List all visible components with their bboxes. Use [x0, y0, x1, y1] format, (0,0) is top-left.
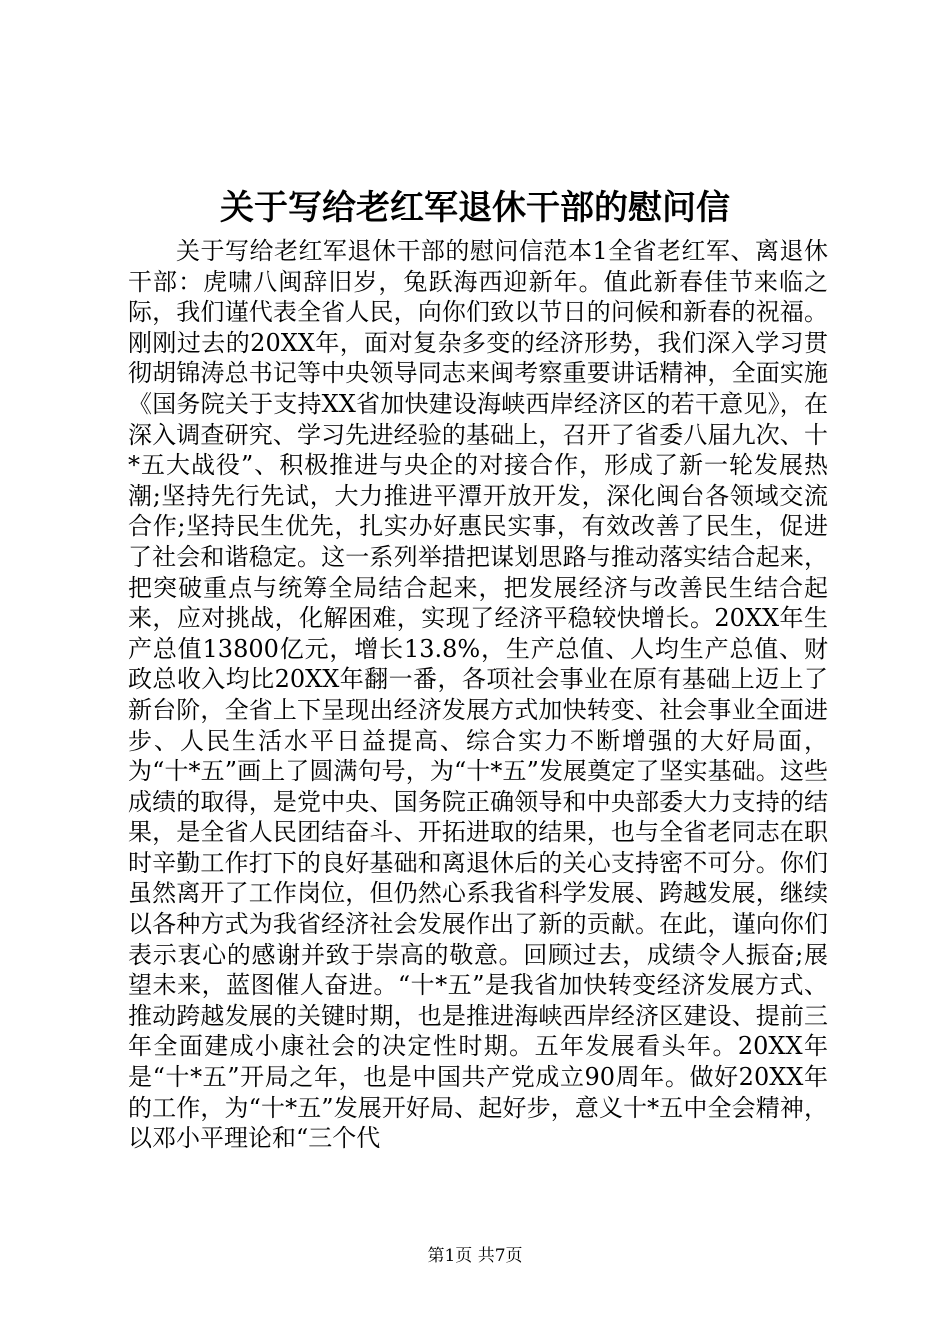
page-number-footer: 第1页 共7页: [427, 1246, 523, 1266]
document-title: 关于写给老红军退休干部的慰问信: [220, 188, 730, 228]
document-body-paragraph: 关于写给老红军退休干部的慰问信范本1全省老红军、离退休干部：虎啸八闽辞旧岁，兔跃海西迎新年。值此新春佳节来临之际，我们谨代表全省人民，向你们致以节日的问候和新春的祝福。刚刚过去的20XX年，面对复杂多变的经济形势，我们深入学习贯彻胡锦涛总书记等中央领导同志来闽考察重要讲话精神，全面实施《国务院关于支持XX省加快建设海峡西岸经济区的若干意见》，在深入调查研究、学习先进经验的基础上，召开了省委八届九次、十*五大战役”、积极推进与央企的对接合作，形成了新一轮发展热潮;坚持先行先试，大力推进平潭开放开发，深化闽台各领域交流合作;坚持民生优先，扎实办好惠民实事，有效改善了民生，促进了社会和谐稳定。这一系列举措把谋划思路与推动落实结合起来，把突破重点与统筹全局结合起来，把发展经济与改善民生结合起来，应对挑战，化解困难，实现了经济平稳较快增长。20XX年生产总值13800亿元，增长13.8%，生产总值、人均生产总值、财政总收入均比20XX年翻一番，各项社会事业在原有基础上迈上了新台阶，全省上下呈现出经济发展方式加快转变、社会事业全面进步、人民生活水平日益提高、综合实力不断增强的大好局面，为“十*五”画上了圆满句号，为“十*五”发展奠定了坚实基础。这些成绩的取得，是党中央、国务院正确领导和中央部委大力支持的结果，是全省人民团结奋斗、开拓进取的结果，也与全省老同志在职时辛勤工作打下的良好基础和离退休后的关心支持密不可分。你们虽然离开了工作岗位，但仍然心系我省科学发展、跨越发展，继续以各种方式为我省经济社会发展作出了新的贡献。在此，谨向你们表示衷心的感谢并致于崇高的敬意。回顾过去，成绩令人振奋;展望未来，蓝图催人奋进。“十*五”是我省加快转变经济发展方式、推动跨越发展的关键时期，也是推进海峡西岸经济区建设、提前三年全面建成小康社会的决定性时期。五年发展看头年。20XX年是“十*五”开局之年，也是中国共产党成立90周年。做好20XX年的工作，为“十*五”发展开好局、起好步，意义十*五中全会精神，以邓小平理论和“三个代: [128, 237, 828, 1153]
